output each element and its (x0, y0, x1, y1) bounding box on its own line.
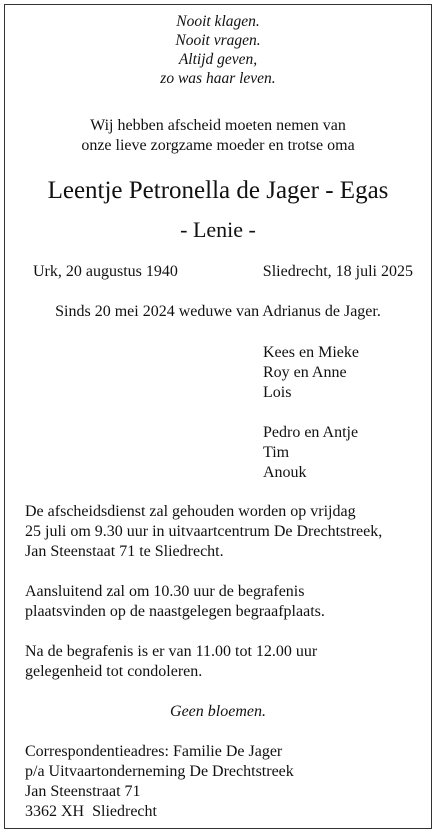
address-line-1: Correspondentieadres: Familie De Jager (25, 743, 283, 760)
condolence-line-2: gelegenheid tot condoleren. (25, 663, 203, 680)
death-info: Sliedrecht, 18 juli 2025 (262, 263, 413, 280)
poem-line-2: Nooit vragen. (175, 32, 261, 49)
poem-line-3: Altijd geven, (178, 51, 258, 68)
service-line-1: De afscheidsdienst zal gehouden worden op vrijdag (25, 503, 356, 520)
burial-line-2: plaatsvinden op de naastgelegen begraafplaats. (25, 603, 325, 620)
family-member: Pedro en Antje (263, 424, 359, 441)
family-member: Lois (263, 384, 292, 401)
widow-note: Sinds 20 mei 2024 weduwe van Adrianus de Jager. (55, 303, 381, 320)
family-member: Anouk (263, 464, 307, 481)
poem-line-1: Nooit klagen. (176, 13, 260, 30)
deceased-nickname: - Lenie - (180, 217, 256, 242)
no-flowers-note: Geen bloemen. (170, 703, 266, 720)
address-line-4: 3362 XH Sliedrecht (25, 803, 157, 820)
address-line-3: Jan Steenstraat 71 (25, 783, 141, 800)
burial-line-1: Aansluitend zal om 10.30 uur de begrafenis (25, 583, 305, 600)
service-line-3: Jan Steenstaat 71 te Sliedrecht. (25, 543, 224, 560)
birth-info: Urk, 20 augustus 1940 (33, 263, 178, 280)
address-line-2: p/a Uitvaartonderneming De Drechtstreek (25, 763, 294, 780)
family-member: Roy en Anne (263, 364, 347, 381)
family-member: Tim (263, 444, 290, 461)
deceased-name: Leentje Petronella de Jager - Egas (47, 177, 389, 204)
family-member: Kees en Mieke (263, 344, 359, 361)
poem-line-4: zo was haar leven. (160, 70, 276, 87)
condolence-line-1: Na de begrafenis is er van 11.00 tot 12.00 uur (25, 643, 318, 660)
service-line-2: 25 juli om 9.30 uur in uitvaartcentrum De Drechtstreek, (25, 523, 383, 540)
intro-line-1: Wij hebben afscheid moeten nemen van (90, 117, 346, 134)
death-notice-card (4, 4, 432, 829)
intro-line-2: onze lieve zorgzame moeder en trotse oma (81, 137, 355, 154)
